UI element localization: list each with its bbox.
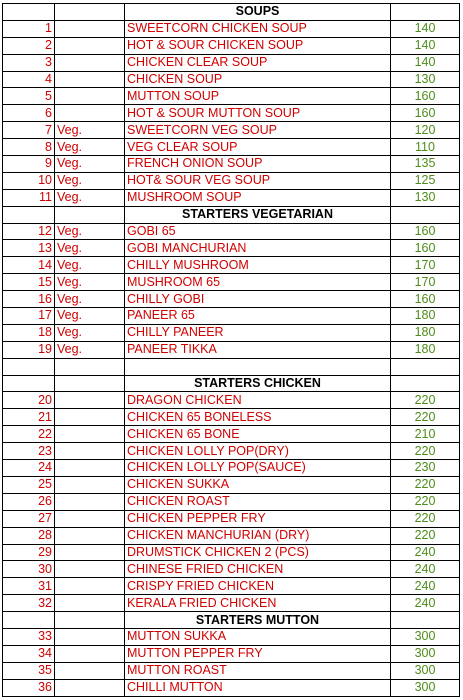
empty-cell	[391, 206, 460, 223]
menu-item-row	[3, 476, 460, 493]
item-name: SWEETCORN VEG SOUP	[125, 122, 391, 139]
item-price: 160	[391, 240, 460, 257]
menu-item-row	[3, 628, 460, 645]
item-price: 220	[391, 409, 460, 426]
item-number: 26	[3, 493, 55, 510]
item-price: 300	[391, 679, 460, 696]
menu-item-row	[3, 341, 460, 358]
veg-label	[55, 54, 125, 71]
item-price: 170	[391, 257, 460, 274]
blank-row	[3, 358, 460, 375]
item-number: 4	[3, 71, 55, 88]
item-number: 13	[3, 240, 55, 257]
menu-item-row	[3, 409, 460, 426]
item-name: HOT & SOUR MUTTON SOUP	[125, 105, 391, 122]
item-number: 17	[3, 308, 55, 325]
item-price: 160	[391, 88, 460, 105]
veg-label	[55, 628, 125, 645]
empty-cell	[55, 206, 125, 223]
item-price: 220	[391, 476, 460, 493]
item-number: 6	[3, 105, 55, 122]
item-number: 14	[3, 257, 55, 274]
item-price: 220	[391, 510, 460, 527]
item-number: 30	[3, 561, 55, 578]
menu-item-row	[3, 156, 460, 173]
item-price: 210	[391, 426, 460, 443]
item-price: 220	[391, 392, 460, 409]
item-number: 16	[3, 291, 55, 308]
item-number: 7	[3, 122, 55, 139]
item-number: 5	[3, 88, 55, 105]
veg-label	[55, 544, 125, 561]
item-number: 29	[3, 544, 55, 561]
veg-label: Veg.	[55, 172, 125, 189]
item-price: 170	[391, 274, 460, 291]
item-price: 220	[391, 443, 460, 460]
menu-item-row	[3, 189, 460, 206]
section-header-row	[3, 375, 460, 392]
item-name: CHICKEN LOLLY POP(SAUCE)	[125, 460, 391, 477]
menu-item-row	[3, 274, 460, 291]
menu-body	[3, 4, 460, 697]
item-name: CHILLY PANEER	[125, 324, 391, 341]
menu-table	[2, 3, 460, 697]
item-number: 3	[3, 54, 55, 71]
empty-cell	[55, 358, 125, 375]
veg-label	[55, 426, 125, 443]
item-price: 240	[391, 578, 460, 595]
item-name: GOBI 65	[125, 223, 391, 240]
menu-item-row	[3, 122, 460, 139]
section-title: SOUPS	[125, 4, 391, 21]
item-price: 130	[391, 189, 460, 206]
item-number: 22	[3, 426, 55, 443]
item-price: 300	[391, 628, 460, 645]
item-number: 20	[3, 392, 55, 409]
empty-cell	[125, 358, 391, 375]
menu-item-row	[3, 71, 460, 88]
item-number: 35	[3, 662, 55, 679]
veg-label	[55, 37, 125, 54]
section-header-row	[3, 4, 460, 21]
item-price: 300	[391, 662, 460, 679]
item-number: 36	[3, 679, 55, 696]
item-number: 32	[3, 595, 55, 612]
item-name: MUTTON ROAST	[125, 662, 391, 679]
item-price: 180	[391, 324, 460, 341]
item-number: 8	[3, 139, 55, 156]
veg-label: Veg.	[55, 189, 125, 206]
veg-label	[55, 409, 125, 426]
item-name: CHICKEN MANCHURIAN (DRY)	[125, 527, 391, 544]
item-number: 11	[3, 189, 55, 206]
item-price: 180	[391, 341, 460, 358]
empty-cell	[55, 612, 125, 629]
menu-item-row	[3, 662, 460, 679]
menu-item-row	[3, 544, 460, 561]
menu-item-row	[3, 443, 460, 460]
menu-item-row	[3, 493, 460, 510]
item-price: 300	[391, 645, 460, 662]
item-number: 18	[3, 324, 55, 341]
empty-cell	[391, 375, 460, 392]
menu-item-row	[3, 595, 460, 612]
item-price: 240	[391, 561, 460, 578]
menu-item-row	[3, 105, 460, 122]
item-price: 140	[391, 37, 460, 54]
veg-label: Veg.	[55, 139, 125, 156]
menu-item-row	[3, 392, 460, 409]
veg-label	[55, 443, 125, 460]
empty-cell	[391, 4, 460, 21]
veg-label: Veg.	[55, 122, 125, 139]
section-header-row	[3, 206, 460, 223]
item-number: 33	[3, 628, 55, 645]
item-name: MUSHROOM 65	[125, 274, 391, 291]
veg-label: Veg.	[55, 291, 125, 308]
item-number: 12	[3, 223, 55, 240]
menu-item-row	[3, 240, 460, 257]
item-price: 180	[391, 308, 460, 325]
item-name: PANEER TIKKA	[125, 341, 391, 358]
item-name: VEG CLEAR SOUP	[125, 139, 391, 156]
item-name: GOBI MANCHURIAN	[125, 240, 391, 257]
veg-label: Veg.	[55, 308, 125, 325]
item-name: SWEETCORN CHICKEN SOUP	[125, 20, 391, 37]
item-number: 19	[3, 341, 55, 358]
menu-item-row	[3, 37, 460, 54]
item-name: PANEER 65	[125, 308, 391, 325]
item-number: 2	[3, 37, 55, 54]
item-name: KERALA FRIED CHICKEN	[125, 595, 391, 612]
item-name: MUTTON PEPPER FRY	[125, 645, 391, 662]
empty-cell	[3, 612, 55, 629]
menu-item-row	[3, 578, 460, 595]
item-number: 21	[3, 409, 55, 426]
item-name: CHINESE FRIED CHICKEN	[125, 561, 391, 578]
item-name: CHICKEN SUKKA	[125, 476, 391, 493]
item-price: 110	[391, 139, 460, 156]
veg-label: Veg.	[55, 223, 125, 240]
item-name: CHILLY GOBI	[125, 291, 391, 308]
item-price: 240	[391, 544, 460, 561]
item-name: DRUMSTICK CHICKEN 2 (PCS)	[125, 544, 391, 561]
item-name: HOT& SOUR VEG SOUP	[125, 172, 391, 189]
item-price: 120	[391, 122, 460, 139]
item-price: 220	[391, 527, 460, 544]
menu-item-row	[3, 172, 460, 189]
menu-item-row	[3, 88, 460, 105]
section-title: STARTERS VEGETARIAN	[125, 206, 391, 223]
item-name: CHICKEN 65 BONE	[125, 426, 391, 443]
veg-label	[55, 392, 125, 409]
menu-item-row	[3, 257, 460, 274]
item-number: 15	[3, 274, 55, 291]
item-name: MUTTON SOUP	[125, 88, 391, 105]
menu-item-row	[3, 527, 460, 544]
item-name: CHICKEN 65 BONELESS	[125, 409, 391, 426]
veg-label	[55, 679, 125, 696]
menu-item-row	[3, 510, 460, 527]
veg-label	[55, 476, 125, 493]
item-name: CHICKEN PEPPER FRY	[125, 510, 391, 527]
veg-label	[55, 645, 125, 662]
veg-label	[55, 595, 125, 612]
veg-label	[55, 105, 125, 122]
item-price: 160	[391, 223, 460, 240]
item-price: 160	[391, 105, 460, 122]
item-name: CHICKEN CLEAR SOUP	[125, 54, 391, 71]
menu-item-row	[3, 324, 460, 341]
item-price: 135	[391, 156, 460, 173]
veg-label: Veg.	[55, 324, 125, 341]
menu-item-row	[3, 645, 460, 662]
item-number: 31	[3, 578, 55, 595]
empty-cell	[3, 358, 55, 375]
item-price: 230	[391, 460, 460, 477]
item-name: MUSHROOM SOUP	[125, 189, 391, 206]
item-number: 9	[3, 156, 55, 173]
menu-item-row	[3, 139, 460, 156]
item-price: 140	[391, 54, 460, 71]
item-number: 34	[3, 645, 55, 662]
item-number: 25	[3, 476, 55, 493]
item-number: 27	[3, 510, 55, 527]
veg-label: Veg.	[55, 341, 125, 358]
veg-label	[55, 493, 125, 510]
veg-label	[55, 88, 125, 105]
section-header-row	[3, 612, 460, 629]
item-number: 23	[3, 443, 55, 460]
veg-label	[55, 527, 125, 544]
item-number: 24	[3, 460, 55, 477]
veg-label: Veg.	[55, 240, 125, 257]
veg-label	[55, 510, 125, 527]
menu-item-row	[3, 308, 460, 325]
veg-label	[55, 460, 125, 477]
veg-label	[55, 561, 125, 578]
section-title: STARTERS MUTTON	[125, 612, 391, 629]
veg-label: Veg.	[55, 274, 125, 291]
item-name: CHICKEN LOLLY POP(DRY)	[125, 443, 391, 460]
item-name: CHILLI MUTTON	[125, 679, 391, 696]
menu-item-row	[3, 426, 460, 443]
empty-cell	[3, 375, 55, 392]
item-price: 125	[391, 172, 460, 189]
veg-label	[55, 578, 125, 595]
menu-item-row	[3, 460, 460, 477]
menu-item-row	[3, 54, 460, 71]
item-number: 28	[3, 527, 55, 544]
item-name: CHICKEN SOUP	[125, 71, 391, 88]
item-number: 1	[3, 20, 55, 37]
item-price: 130	[391, 71, 460, 88]
item-name: CRISPY FRIED CHICKEN	[125, 578, 391, 595]
item-name: MUTTON SUKKA	[125, 628, 391, 645]
item-price: 140	[391, 20, 460, 37]
item-price: 240	[391, 595, 460, 612]
item-name: CHICKEN ROAST	[125, 493, 391, 510]
menu-item-row	[3, 561, 460, 578]
veg-label: Veg.	[55, 156, 125, 173]
item-price: 220	[391, 493, 460, 510]
menu-item-row	[3, 223, 460, 240]
item-number: 10	[3, 172, 55, 189]
veg-label	[55, 662, 125, 679]
empty-cell	[391, 612, 460, 629]
item-name: CHILLY MUSHROOM	[125, 257, 391, 274]
item-price: 160	[391, 291, 460, 308]
item-name: HOT & SOUR CHICKEN SOUP	[125, 37, 391, 54]
veg-label: Veg.	[55, 257, 125, 274]
veg-label	[55, 71, 125, 88]
item-name: DRAGON CHICKEN	[125, 392, 391, 409]
menu-item-row	[3, 679, 460, 696]
section-title: STARTERS CHICKEN	[125, 375, 391, 392]
empty-cell	[3, 206, 55, 223]
menu-item-row	[3, 20, 460, 37]
empty-cell	[55, 375, 125, 392]
empty-cell	[55, 4, 125, 21]
empty-cell	[3, 4, 55, 21]
item-name: FRENCH ONION SOUP	[125, 156, 391, 173]
menu-item-row	[3, 291, 460, 308]
veg-label	[55, 20, 125, 37]
empty-cell	[391, 358, 460, 375]
